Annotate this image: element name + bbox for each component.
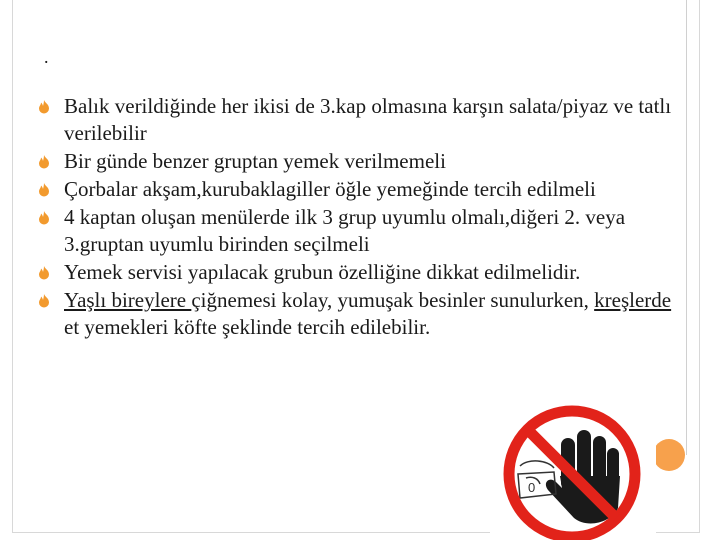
flame-bullet-icon (36, 293, 52, 309)
bullet-text: Bir günde benzer gruptan yemek verilmemeli (64, 149, 446, 173)
bullet-item (36, 204, 676, 258)
bullet-text: Yemek servisi yapılacak grubun özelliğine dikkat edilmelidir. (64, 260, 581, 284)
bullet-text: Balık verildiğinde her ikisi de 3.kap olmasına karşın salata/piyaz ve tatlı verilebilir (64, 94, 672, 145)
svg-text:0: 0 (528, 480, 536, 495)
flame-bullet-icon (36, 210, 52, 226)
no-entry-hand-icon (490, 398, 656, 540)
flame-bullet-icon (36, 154, 52, 170)
flame-bullet-icon (36, 182, 52, 198)
bullet-text: et yemekleri köfte şeklinde tercih edilebilir. (64, 315, 431, 339)
flame-bullet-icon (36, 265, 52, 281)
accent-circle (653, 439, 685, 471)
bullet-item (36, 148, 676, 175)
bullet-text-underlined: Yaşlı bireylere (64, 288, 192, 312)
accent-line (686, 0, 687, 455)
bullet-text: çiğnemesi kolay, yumuşak besinler sunulurken, (191, 288, 595, 312)
bullet-item (36, 93, 676, 147)
bullet-item (36, 176, 676, 203)
bullet-item (36, 259, 676, 286)
bullet-text: 4 kaptan oluşan menülerde ilk 3 grup uyumlu olmalı,diğeri 2. veya 3.gruptan uyumlu birinden seçilmeli (64, 205, 626, 256)
title-placeholder: . (44, 47, 49, 67)
bullet-text-underlined: kreşlerde (594, 288, 672, 312)
bullet-item (36, 287, 676, 341)
bullet-list (36, 93, 676, 342)
bullet-text: Çorbalar akşam,kurubaklagiller öğle yemeğinde tercih edilmeli (64, 177, 596, 201)
flame-bullet-icon (36, 99, 52, 115)
